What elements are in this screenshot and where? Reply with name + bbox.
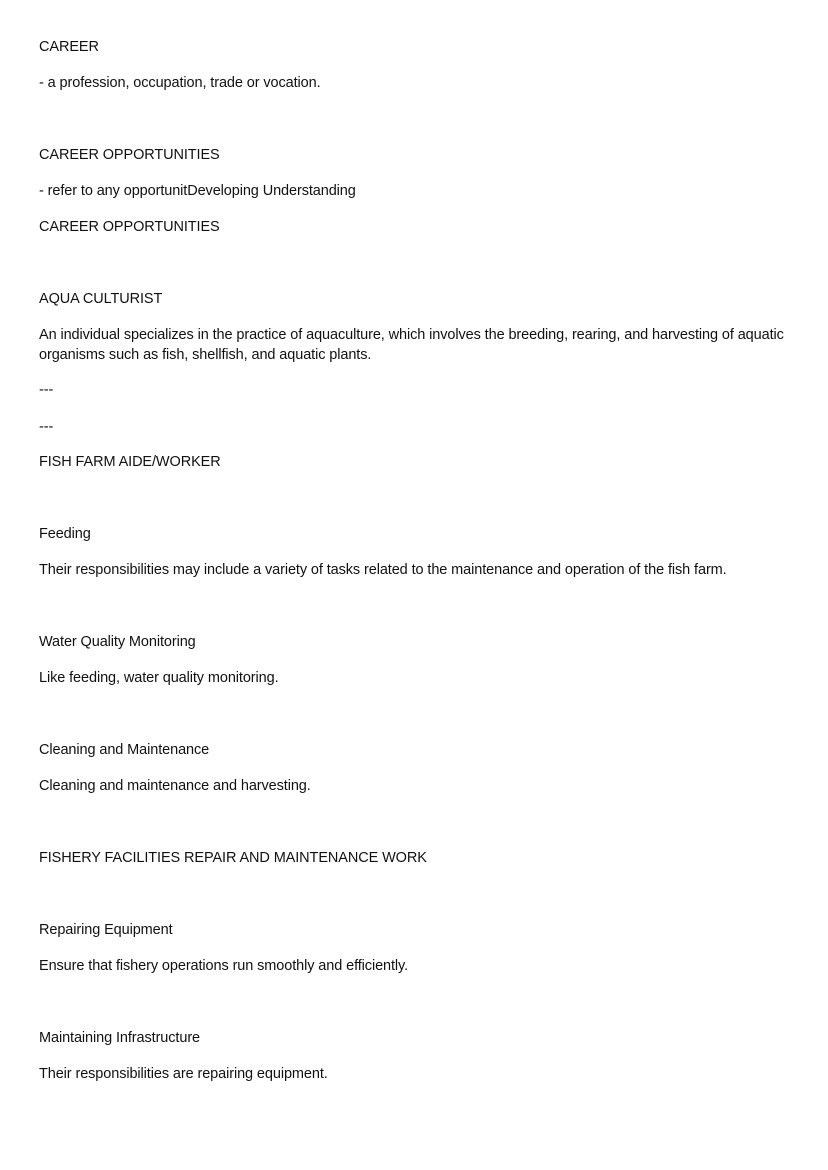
aqua-culturist-description: An individual specializes in the practice of aquaculture, which involves the breeding, rearing, and harvesting of aquatic organisms such as fish, shellfish, and aquatic plants.: [39, 327, 784, 363]
career-definition: - a profession, occupation, trade or vocation.: [39, 75, 321, 91]
heading-career-opportunities: CAREER OPPORTUNITIES: [39, 147, 220, 163]
separator: ---: [39, 382, 54, 398]
subheading-repairing-equipment: Repairing Equipment: [39, 922, 173, 938]
heading-career: CAREER: [39, 39, 99, 55]
heading-aqua-culturist: AQUA CULTURIST: [39, 291, 163, 307]
heading-fish-farm-aide: FISH FARM AIDE/WORKER: [39, 454, 221, 470]
repairing-equipment-description: Ensure that fishery operations run smoothly and efficiently.: [39, 958, 409, 974]
career-opportunities-definition: - refer to any opportunitDeveloping Understanding: [39, 183, 356, 199]
subheading-cleaning: Cleaning and Maintenance: [39, 742, 210, 758]
cleaning-description: Cleaning and maintenance and harvesting.: [39, 778, 311, 794]
heading-career-opportunities-repeat: CAREER OPPORTUNITIES: [39, 219, 220, 235]
water-quality-description: Like feeding, water quality monitoring.: [39, 670, 279, 686]
feeding-description: Their responsibilities may include a variety of tasks related to the maintenance and operation of the fish farm.: [39, 562, 727, 578]
separator: ---: [39, 419, 54, 435]
maintaining-infrastructure-description: Their responsibilities are repairing equipment.: [39, 1066, 328, 1082]
subheading-water-quality: Water Quality Monitoring: [39, 634, 196, 650]
subheading-maintaining-infrastructure: Maintaining Infrastructure: [39, 1030, 201, 1046]
subheading-feeding: Feeding: [39, 526, 91, 542]
heading-fishery-facilities: FISHERY FACILITIES REPAIR AND MAINTENANCE WORK: [39, 850, 427, 866]
